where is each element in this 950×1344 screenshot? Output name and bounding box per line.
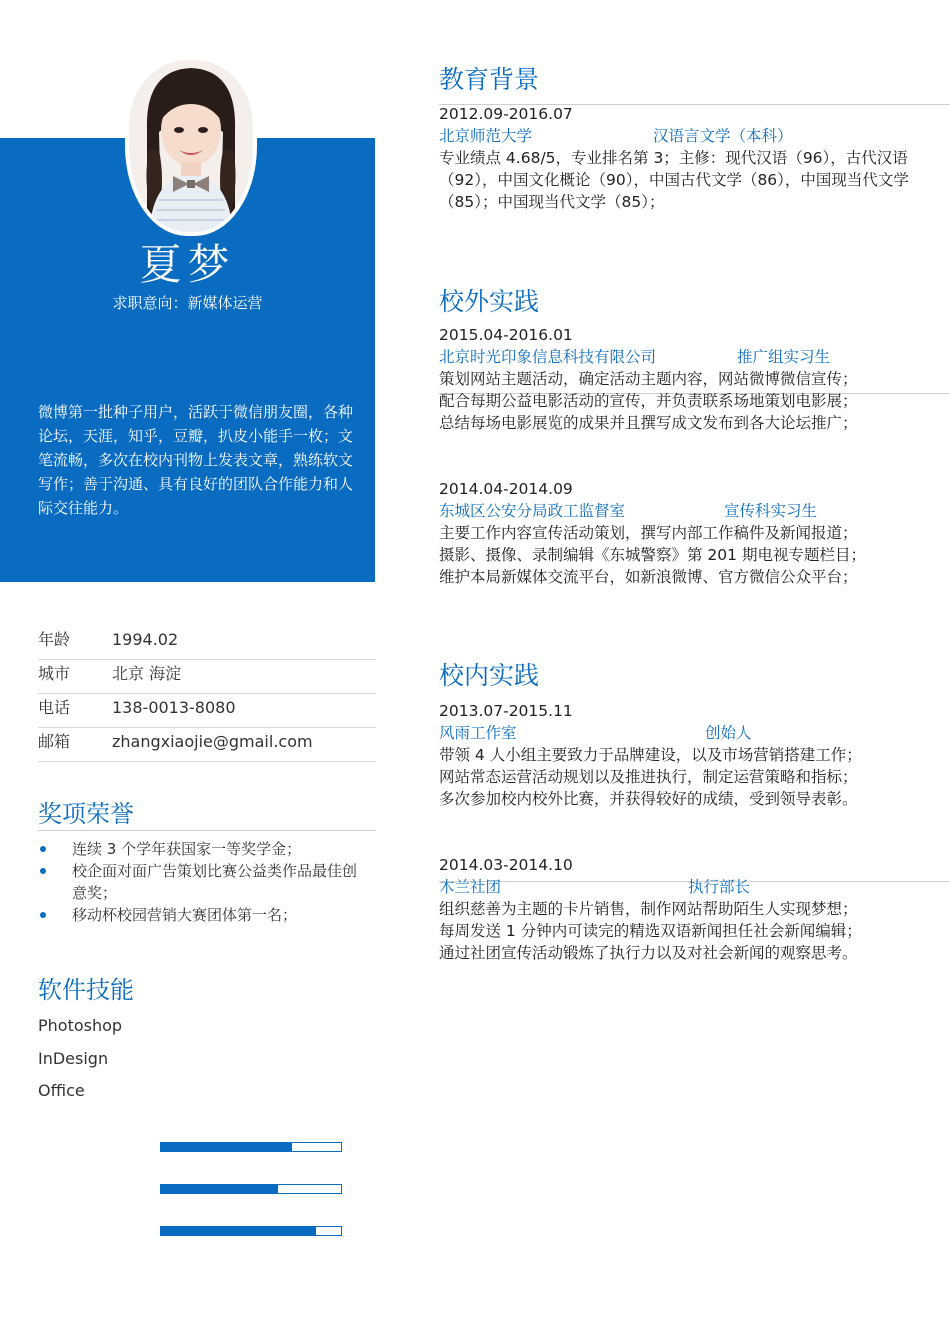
info-label: 邮箱 (38, 732, 71, 751)
entry-date: 2014.04-2014.09 (439, 480, 573, 498)
entry-org (439, 125, 909, 147)
education-desc: 专业绩点 4.68/5，专业排名第 3；主修：现代汉语（96），古代汉语（92），中国文化概论（90），中国古代文学（86），中国现当代文学（85）；中国现当代文学（85）； (439, 149, 909, 211)
org-name: 木兰社团 (439, 878, 502, 896)
entry-line: 配合每期公益电影活动的宣传，并负责联系场地策划电影展； (439, 392, 858, 410)
list-item (38, 838, 368, 860)
info-row-phone (38, 694, 376, 728)
entry-line: 组织慈善为主题的卡片销售，制作网站帮助陌生人实现梦想； (439, 900, 858, 918)
info-value: zhangxiaojie@gmail.com (112, 732, 313, 751)
skills-title: 软件技能 (38, 976, 134, 1004)
internal-title: 校内实践 (439, 661, 540, 690)
role-name: 执行部长 (688, 878, 751, 896)
entry-line: 总结每场电影展览的成果并且撰写成文发布到各大论坛推广； (439, 414, 858, 432)
portrait-photo (129, 60, 253, 232)
skill-bar (160, 1184, 342, 1194)
experience-entry (439, 324, 909, 434)
skill-bar (160, 1142, 342, 1152)
experience-entry (439, 854, 909, 964)
list-item (38, 904, 368, 926)
info-value: 北京 海淀 (112, 664, 182, 683)
entry-line: 维护本局新媒体交流平台，如新浪微博、官方微信公众平台； (439, 568, 858, 586)
info-row-email (38, 728, 376, 762)
entry-date: 2014.03-2014.10 (439, 856, 573, 874)
entry-org (439, 500, 909, 522)
entry-line: 网站常态运营活动规划以及推进执行，制定运营策略和指标； (439, 768, 858, 786)
entry-line: 主要工作内容宣传活动策划，撰写内部工作稿件及新闻报道； (439, 524, 858, 542)
awards-title: 奖项荣誉 (38, 800, 134, 828)
entry-line: 带领 4 人小组主要致力于品牌建设，以及市场营销搭建工作； (439, 746, 862, 764)
education-title: 教育背景 (439, 65, 540, 94)
entry-date: 2015.04-2016.01 (439, 326, 573, 344)
education-entry (439, 103, 909, 213)
bio-text: 微博第一批种子用户，活跃于微信朋友圈，各种论坛，天涯，知乎，豆瓣，扒皮小能手一枚；文笔流畅，多次在校内刊物上发表文章，熟练软文写作；善于沟通、具有良好的团队合作能力和人际交往能力。 (38, 403, 354, 517)
skill-bars (160, 1142, 342, 1268)
experience-entry (439, 700, 909, 810)
bullet-icon (40, 846, 46, 852)
awards-list (38, 838, 368, 926)
entry-date: 2012.09-2016.07 (439, 105, 573, 123)
skill-name: Photoshop (38, 1016, 123, 1035)
skill-name: InDesign (38, 1048, 109, 1068)
info-label: 城市 (38, 664, 71, 683)
entry-line: 多次参加校内校外比赛，并获得较好的成绩，受到领导表彰。 (439, 790, 858, 808)
list-item (38, 860, 368, 904)
major-name: 汉语言文学（本科） (653, 127, 793, 145)
skill-name: Office (38, 1081, 85, 1100)
entry-line: 通过社团宣传活动锻炼了执行力以及对社会新闻的观察思考。 (439, 944, 858, 962)
entry-line: 策划网站主题活动，确定活动主题内容，网站微博微信宣传； (439, 370, 858, 388)
info-row-city (38, 660, 376, 694)
bullet-icon (40, 868, 46, 874)
skill-bar-fill (161, 1185, 278, 1193)
avatar (125, 56, 257, 236)
org-name: 风雨工作室 (439, 724, 517, 742)
external-title: 校外实践 (439, 287, 540, 316)
role-name: 推广组实习生 (737, 348, 831, 366)
entry-date: 2013.07-2015.11 (439, 702, 573, 720)
award-text: 移动杯校园营销大赛团体第一名； (72, 906, 298, 924)
entry-org (439, 876, 909, 898)
personal-info (38, 626, 376, 762)
bullet-icon (40, 912, 46, 918)
candidate-name: 夏梦 (139, 240, 236, 289)
entry-line: 每周发送 1 分钟内可读完的精选双语新闻担任社会新闻编辑； (439, 922, 862, 940)
skills-list (38, 1014, 122, 1112)
award-text: 校企面对面广告策划比赛公益类作品最佳创意奖； (72, 862, 358, 902)
org-name: 东城区公安分局政工监督室 (439, 502, 626, 520)
school-name: 北京师范大学 (439, 127, 533, 145)
entry-org (439, 722, 909, 744)
org-name: 北京时光印象信息科技有限公司 (439, 348, 657, 366)
role-name: 宣传科实习生 (724, 502, 818, 520)
role-name: 创始人 (705, 724, 752, 742)
skill-bar-fill (161, 1227, 316, 1235)
job-intent: 求职意向：新媒体运营 (112, 294, 263, 312)
info-label: 年龄 (38, 630, 71, 649)
entry-line: 摄影、摄像、录制编辑《东城警察》第 201 期电视专题栏目； (439, 546, 866, 564)
entry-org (439, 346, 909, 368)
experience-entry (439, 478, 909, 588)
info-value: 138-0013-8080 (112, 698, 236, 717)
award-text: 连续 3 个学年获国家一等奖学金； (72, 840, 302, 858)
awards-divider (38, 830, 376, 831)
info-value: 1994.02 (112, 630, 179, 649)
info-label: 电话 (38, 698, 71, 717)
skill-bar-fill (161, 1143, 292, 1151)
skill-bar (160, 1226, 342, 1236)
info-row-age (38, 626, 376, 660)
